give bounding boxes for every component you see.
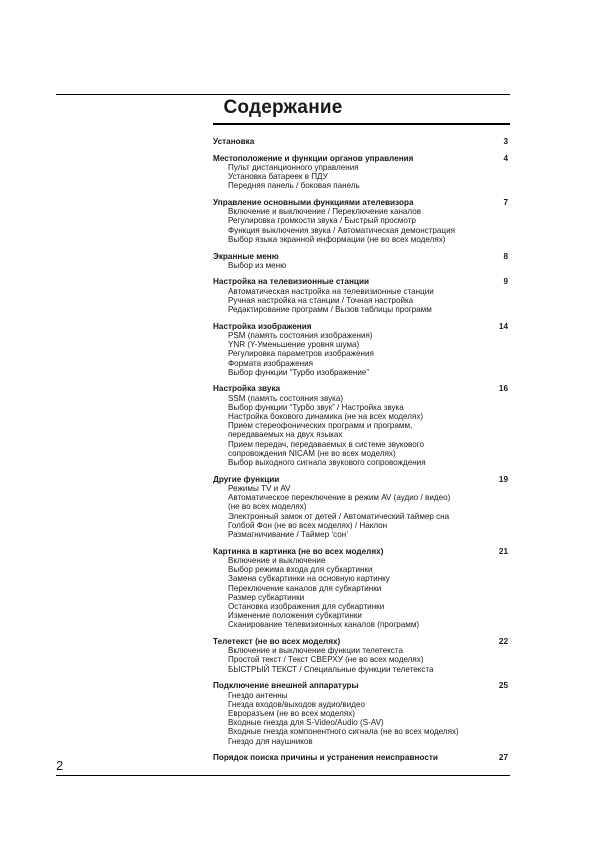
page-title: Содержание (223, 97, 343, 118)
toc-section-page: 22 (498, 637, 508, 647)
toc-subitem: Выбор функции “Турбо изображение” (228, 367, 370, 377)
toc-subitem: Включение и выключение (228, 555, 326, 565)
toc-section-title: Другие функции (213, 474, 280, 484)
toc-section-page: 8 (503, 251, 508, 261)
toc-subitem: SSM (память состояния звука) (228, 393, 344, 403)
toc-section-heading (213, 198, 510, 207)
toc-subitem: Передняя панель / боковая панель (228, 181, 360, 191)
table-of-contents (213, 137, 510, 762)
toc-subitem: Настройка бокового динамика (не на всех моделях) (228, 412, 424, 422)
toc-subitem: Прием стереофонических программ и программ, (228, 421, 413, 431)
toc-section-heading (213, 277, 510, 286)
toc-section-page: 14 (498, 321, 508, 331)
toc-subitem: Ручная настройка на станции / Точная настройка (228, 295, 414, 305)
toc-section-heading (213, 154, 510, 163)
toc-subitem: Выбор выходного сигнала звукового сопровождения (228, 458, 426, 468)
toc-section (213, 137, 510, 146)
toc-subitem: Размер субкартинки (228, 592, 305, 602)
toc-section-title: Управление основными функциями ателевизора (213, 198, 414, 208)
toc-subitem: Электронный замок от детей / Автоматический таймер сна (228, 511, 450, 521)
toc-section-heading (213, 384, 510, 393)
toc-section-title: Экранные меню (213, 251, 279, 261)
toc-section-page: 4 (503, 153, 508, 163)
toc-subitem: Остановка изображения для субкартинки (228, 601, 385, 611)
toc-section-page: 9 (503, 277, 508, 287)
toc-section-title: Порядок поиска причины и устранения неисправности (213, 753, 438, 763)
toc-section-heading (213, 322, 510, 331)
toc-subitem: Евроразъем (не во всех моделях) (228, 708, 355, 718)
toc-section-title: Картинка в картинка (не во всех моделях) (213, 546, 384, 556)
toc-section-title: Настройка на телевизионные станции (213, 277, 370, 287)
toc-subitem: передаваемых на двух языках (228, 430, 343, 440)
toc-section-title: Местоположение и функции органов управления (213, 153, 414, 163)
toc-section-title: Телетекст (не во всех моделях) (213, 637, 341, 647)
toc-subitem: PSM (память состояния изображения) (228, 330, 373, 340)
toc-subitem: Гнездо антенны (228, 690, 288, 700)
toc-section-page: 3 (503, 137, 508, 146)
toc-section (213, 252, 510, 270)
toc-section-page: 16 (498, 384, 508, 394)
page-number: 2 (56, 758, 64, 773)
top-rule (56, 94, 510, 95)
toc-subitem: Сканирование телевизионных каналов (программ) (228, 620, 420, 630)
toc-section (213, 154, 510, 191)
toc-section-page: 25 (498, 681, 508, 691)
toc-subitem: Простой текст / Текст СВЕРХУ (не во всех моделях) (228, 655, 424, 665)
toc-section (213, 384, 510, 467)
toc-subitem: Регулировка параметров изображения (228, 349, 374, 359)
toc-section-heading (213, 681, 510, 690)
toc-subitem: Выбор режима входа для субкартинки (228, 565, 373, 575)
toc-section (213, 547, 510, 630)
toc-subitem: Регулировка громкости звука / Быстрый просмотр (228, 216, 416, 226)
toc-section-page: 7 (503, 198, 508, 208)
toc-subitem: Прием передач, передаваемых в системе звукового (228, 439, 425, 449)
toc-subitem: Включение и выключение / Переключение каналов (228, 207, 422, 217)
toc-section-page: 21 (498, 546, 508, 556)
toc-subitem: Входные гнезда для S-Video/Audio (S-AV) (228, 718, 384, 728)
toc-subitem: (не во всех моделях) (228, 502, 307, 512)
toc-section-title: Настройка изображения (213, 321, 312, 331)
toc-subitem: БЫСТРЫЙ ТЕКСТ / Специальные функции телетекста (228, 664, 434, 674)
toc-subitem: YNR (Y-Уменьшение уровня шума) (228, 340, 360, 350)
toc-subitem: Размагничивание / Таймер ‘сон’ (228, 530, 349, 540)
toc-section-heading (213, 137, 510, 146)
toc-section-page: 27 (498, 753, 508, 763)
toc-section (213, 753, 510, 762)
toc-section-heading (213, 252, 510, 261)
toc-section-title: Подключение внешней аппаратуры (213, 681, 359, 691)
toc-section (213, 637, 510, 674)
toc-subitem: Установка батареек в ПДУ (228, 172, 328, 182)
toc-subitem: Выбор функции “Турбо звук” / Настройка звука (228, 402, 404, 412)
toc-section-title: Настройка звука (213, 384, 281, 394)
toc-section (213, 681, 510, 745)
toc-section (213, 277, 510, 314)
toc-subitem: Пульт дистанционного управления (228, 162, 359, 172)
toc-subitem: Голбой Фон (не во всех моделях) / Наклон (228, 520, 388, 530)
toc-section-page: 19 (498, 474, 508, 484)
toc-section (213, 322, 510, 377)
toc-subitem: Автоматическая настройка на телевизионные станции (228, 286, 434, 296)
toc-subitem: Формата изображения (228, 358, 313, 368)
toc-subitem: Выбор языка экранной информации (не во всех моделях) (228, 234, 446, 244)
toc-subitem: сопровождения NICAM (не во всех моделях) (228, 448, 396, 458)
toc-section-heading (213, 637, 510, 646)
toc-section-title: Установка (213, 137, 255, 146)
toc-subitem: Включение и выключение функции телетекста (228, 646, 403, 656)
toc-subitem: Входные гнезда компонентного сигнала (не во всех моделях) (228, 727, 459, 737)
toc-subitem: Режимы TV и AV (228, 484, 291, 493)
toc-subitem: Гнезда входов/выходов аудио/видео (228, 699, 365, 709)
toc-section (213, 475, 510, 539)
toc-subitem: Гнездо для наушников (228, 736, 313, 746)
toc-section-heading (213, 753, 510, 762)
bottom-rule (56, 775, 510, 776)
toc-subitem: Переключение каналов для субкартинки (228, 583, 382, 593)
toc-section (213, 198, 510, 244)
toc-section-heading (213, 547, 510, 556)
toc-subitem: Функция выключения звука / Автоматическая демонстрация (228, 225, 455, 235)
title-underline (213, 123, 510, 125)
toc-subitem: Замена субкартинки на основную картинку (228, 574, 390, 584)
toc-section-heading (213, 475, 510, 484)
toc-subitem: Изменение положения субкартинки (228, 611, 362, 621)
toc-subitem: Автоматическое переключение в режим AV (аудио / видео) (228, 493, 451, 503)
toc-subitem: Выбор из меню (228, 260, 287, 270)
toc-subitem: Редактирование программ / Вызов таблицы программ (228, 305, 432, 315)
